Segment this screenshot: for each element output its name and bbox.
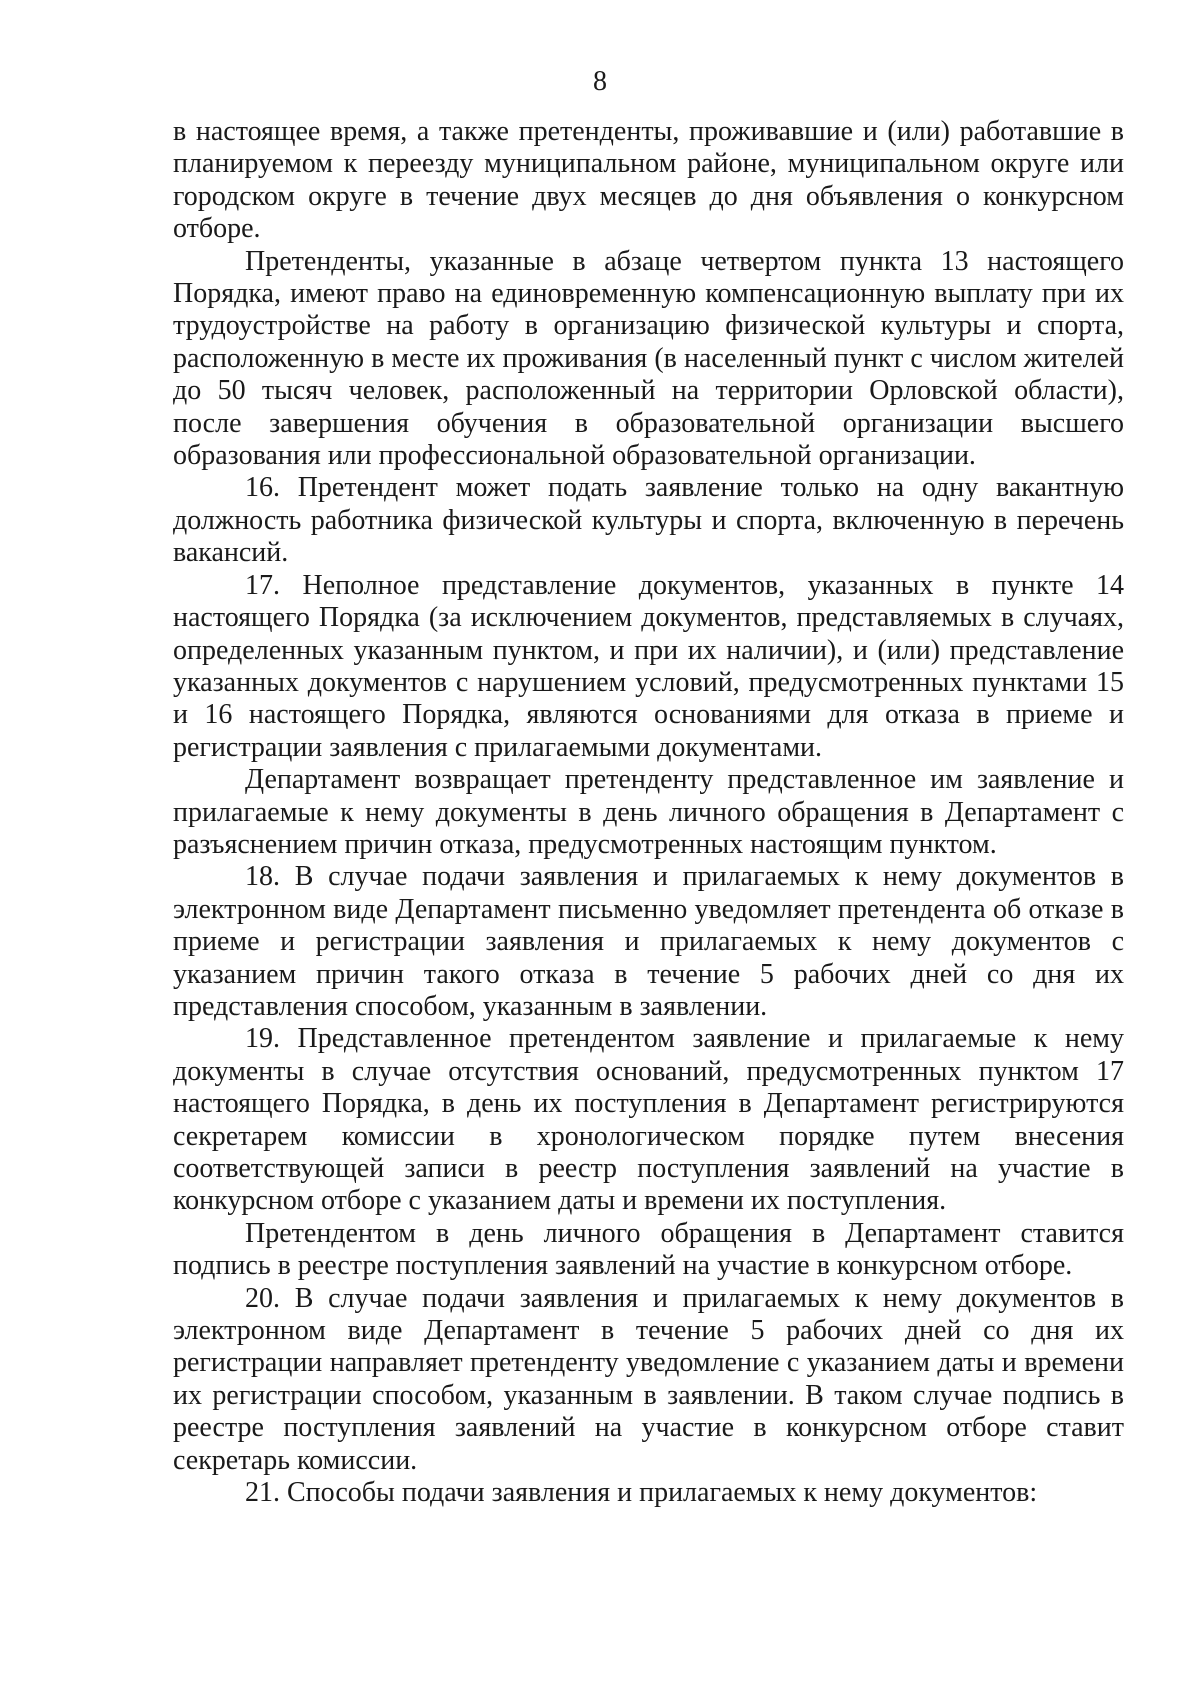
paragraph-compensation-right: Претенденты, указанные в абзаце четвертом пункта 13 настоящего Порядка, имеют право на единовременную компенсационную выплату при их трудоустройстве на работу в организацию физической культуры и спорта, расположенную в месте их проживания (в населенный пункт с числом жителей до 50 тысяч человек, расположенный на территории Орловской области), после завершения обучения в образовательной организации высшего образования или профессиональной образовательной организации. bbox=[173, 245, 1124, 472]
paragraph-clause-20: 20. В случае подачи заявления и прилагаемых к нему документов в электронном виде Департамент в течение 5 рабочих дней со дня их регистрации направляет претенденту уведомление с указанием даты и времени их регистрации способом, указанным в заявлении. В таком случае подпись в реестре поступления заявлений на участие в конкурсном отборе ставит секретарь комиссии. bbox=[173, 1282, 1124, 1476]
paragraph-clause-19: 19. Представленное претендентом заявление и прилагаемые к нему документы в случае отсутствия оснований, предусмотренных пунктом 17 настоящего Порядка, в день их поступления в Департамент регистрируются секретарем комиссии в хронологическом порядке путем внесения соответствующей записи в реестр поступления заявлений на участие в конкурсном отборе с указанием даты и времени их поступления. bbox=[173, 1023, 1124, 1217]
paragraph-clause-17-return: Департамент возвращает претенденту представленное им заявление и прилагаемые к нему документы в день личного обращения в Департамент с разъяснением причин отказа, предусмотренных настоящим пунктом. bbox=[173, 764, 1124, 860]
paragraph-clause-16: 16. Претендент может подать заявление только на одну вакантную должность работника физической культуры и спорта, включенную в перечень вакансий. bbox=[173, 472, 1124, 569]
paragraph-clause-18: 18. В случае подачи заявления и прилагаемых к нему документов в электронном виде Департамент письменно уведомляет претендента об отказе в приеме и регистрации заявления и прилагаемых к нему документов с указанием причин такого отказа в течение 5 рабочих дней со дня их представления способом, указанным в заявлении. bbox=[173, 861, 1124, 1022]
paragraph-clause-17: 17. Неполное представление документов, указанных в пункте 14 настоящего Порядка (за исключением документов, представляемых в случаях, определенных указанным пунктом, и при их наличии), и (или) представление указанных документов с нарушением условий, предусмотренных пунктами 15 и 16 настоящего Порядка, являются основаниями для отказа в приеме и регистрации заявления с прилагаемыми документами. bbox=[173, 569, 1124, 763]
paragraph-clause-19-signature: Претендентом в день личного обращения в Департамент ставится подпись в реестре поступления заявлений на участие в конкурсном отборе. bbox=[173, 1217, 1124, 1282]
document-body bbox=[173, 116, 1124, 1509]
page-number: 8 bbox=[593, 66, 607, 97]
paragraph-continuation: в настоящее время, а также претенденты, проживавшие и (или) работавшие в планируемом к переезду муниципальном районе, муниципальном округе или городском округе в течение двух месяцев до дня объявления о конкурсном отборе. bbox=[173, 116, 1124, 245]
paragraph-clause-21: 21. Способы подачи заявления и прилагаемых к нему документов: bbox=[245, 1477, 1038, 1509]
